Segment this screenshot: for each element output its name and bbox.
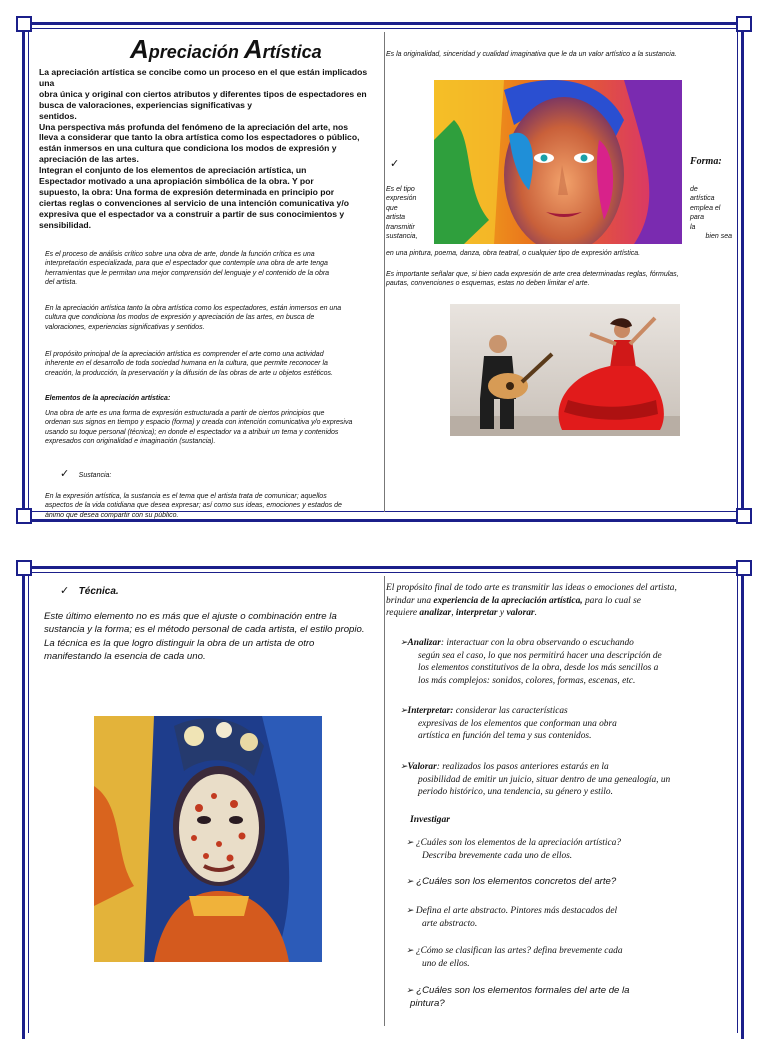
- question-5: ➢ ¿Cuáles son los elementos formales del arte de la pintura?: [406, 985, 630, 1009]
- dancer-guitarist-image: [450, 304, 680, 436]
- paragraph-purpose: El propósito principal de la apreciación artística es comprender el arte como una actividad inherente en el desarrollo de toda sociedad humana en la cultura, que permite reconocer la creación, la producción, la preservación y la difusión de las obras de arte u objetos estéticos.: [45, 351, 333, 377]
- frame-corner: [736, 508, 752, 524]
- arrow-bullet-icon: ➢: [400, 705, 408, 715]
- question-3: ➢ Defina el arte abstracto. Pintores más destacados del arte abstracto.: [406, 905, 618, 929]
- painted-face-photo: [434, 80, 682, 244]
- frame-corner: [16, 560, 32, 576]
- sustancia-item: ✓ Sustancia:: [60, 468, 112, 480]
- forma-label: Forma:: [690, 156, 722, 167]
- page-2: [22, 566, 744, 1024]
- column-divider: [384, 576, 385, 1026]
- forma-left-column: Es el tipo expresión que artista transmitir sustancia,: [386, 186, 418, 241]
- investigar-heading: Investigar: [410, 814, 450, 825]
- elements-heading: Elementos de la apreciación artística:: [45, 395, 171, 402]
- arrow-bullet-icon: ➢: [406, 945, 414, 955]
- frame-corner: [736, 16, 752, 32]
- arrow-bullet-icon: ➢: [406, 985, 414, 995]
- forma-line: en una pintura, poema, danza, obra teatral, o cualquier tipo de expresión artística.: [386, 250, 641, 257]
- proposito-line-2: brindar una experiencia de la apreciación artística, para lo cual se: [386, 595, 641, 606]
- painted-portrait: [94, 716, 322, 962]
- question-1: ➢ ¿Cuáles son los elementos de la apreciación artística? Describa brevemente cada uno de ellos.: [406, 837, 621, 861]
- proposito-line-3: requiere analizar, interpretar y valorar.: [386, 608, 537, 619]
- arrow-bullet-icon: ➢: [406, 905, 414, 915]
- tecnica-item: ✓ Técnica.: [60, 585, 119, 597]
- page-1: [22, 22, 744, 522]
- intro-paragraph: La apreciación artística se concibe como un proceso en el que están implicados una obra única y original con ciertos atributos y diferentes tipos de espectadores en busca de valoraciones, experiencias significativas y sentidos. Una perspectiva más profunda del fenómeno de la apreciación del arte, nos lleva a considerar que tanto la obra artística como los espectadores o público, están inmersos en una cultura que condiciona los modos de expresión y apreciación de las artes. Integran el conjunto de los elementos de apreciación artística, un Espectador motivado a una apropiación simbólica de la obra. Y por supuesto, la obra: Una forma de expresión determinada en principio por ciertas reglas o convenciones al servicio de una intención comunicativa y/o expresiva que el espectador va a construir a partir de sus conocimientos y sensibilidad.: [39, 67, 368, 230]
- column-divider: [384, 32, 385, 512]
- check-icon: ✓: [390, 158, 400, 170]
- tecnica-paragraph: Este último elemento no es más que el ajuste o combinación entre la sustancia y la forma; es el método personal de cada artista, el estilo propio. La técnica es la que logro distinguir la obra de un artista de otro manifestando la esencia de cada uno.: [44, 611, 365, 663]
- arrow-bullet-icon: ➢: [400, 761, 408, 771]
- check-icon: ✓: [60, 468, 70, 480]
- frame-corner: [736, 560, 752, 576]
- paragraph-culture: En la apreciación artística tanto la obra artística como los espectadores, están inmersos en una cultura que condiciona los modos de expresión y apreciación de las artes, en busca de valoraciones, experiencias significativas y sentidos.: [45, 305, 342, 331]
- arrow-bullet-icon: ➢: [400, 637, 408, 647]
- painted-face-image: [434, 80, 682, 244]
- arrow-bullet-icon: ➢: [406, 876, 414, 886]
- paragraph-sustancia: En la expresión artística, la sustancia es el tema que el artista trata de comunicar; aquellos aspectos de la vida cotidiana que desea expresar; así como sus ideas, emociones y estados de ánimo que desea compartir con su público.: [45, 493, 342, 519]
- painted-portrait-image: [94, 716, 322, 962]
- check-icon: ✓: [60, 585, 70, 597]
- importante-paragraph: Es importante señalar que, si bien cada expresión de arte crea determinadas reglas, fórmulas, pautas, convenciones o esquemas, estas no deben limitar el arte.: [386, 271, 679, 288]
- page-title: Apreciación Artística: [130, 34, 322, 64]
- proposito-paragraph: El propósito final de todo arte es transmitir las ideas o emociones del artista, brindar una experiencia de la apreciación artística, para lo cual se requiere analizar, interpretar y valorar.: [386, 582, 736, 620]
- frame-corner: [16, 16, 32, 32]
- dancer-guitarist-photo: [450, 304, 680, 436]
- interpretar-block: ➢Interpretar: considerar las características expresivas de los elementos que conforman una obra artística en función del tema y sus contenidos.: [400, 705, 617, 742]
- forma-right-column: de artística emplea el para la bien sea: [690, 186, 732, 241]
- originality-line: Es la originalidad, sinceridad y cualidad imaginativa que le da un valor artístico a la sustancia.: [386, 51, 677, 58]
- question-2: ➢ ¿Cuáles son los elementos concretos del arte?: [406, 876, 617, 887]
- frame-corner: [16, 508, 32, 524]
- question-4: ➢ ¿Cómo se clasifican las artes? defina brevemente cada uno de ellos.: [406, 945, 623, 969]
- paragraph-analysis: Es el proceso de análisis crítico sobre una obra de arte, donde la función crítica es una interpretación especializada, para que el espectador que contemple una obra de arte tenga herramientas que le permitan una mejor comprensión del lenguaje y el contenido de la obra del artista.: [45, 251, 330, 287]
- arrow-bullet-icon: ➢: [406, 837, 414, 847]
- paragraph-work-of-art: Una obra de arte es una forma de expresión estructurada a partir de ciertos principios que ordenan sus signos en tiempo y espacio (forma) y creada con intención comunicativa y/o expresiva usando su toque personal (técnica); en donde el espectador va a atribuir un tema y contenidos expresados con originalidad e imaginación (sustancia).: [45, 410, 353, 446]
- valorar-block: ➢Valorar: realizados los pasos anteriores estarás en la posibilidad de emitir un juicio, situar dentro de una genealogía, un periodo histórico, una tendencia, su género y estilo.: [400, 761, 671, 798]
- analizar-block: ➢Analizar: interactuar con la obra observando o escuchando según sea el caso, lo que nos permitirá hacer una descripción de los elementos constitutivos de la obra, desde los más sencillos a los más complejos: sonidos, colores, formas, escenas, etc.: [400, 637, 662, 686]
